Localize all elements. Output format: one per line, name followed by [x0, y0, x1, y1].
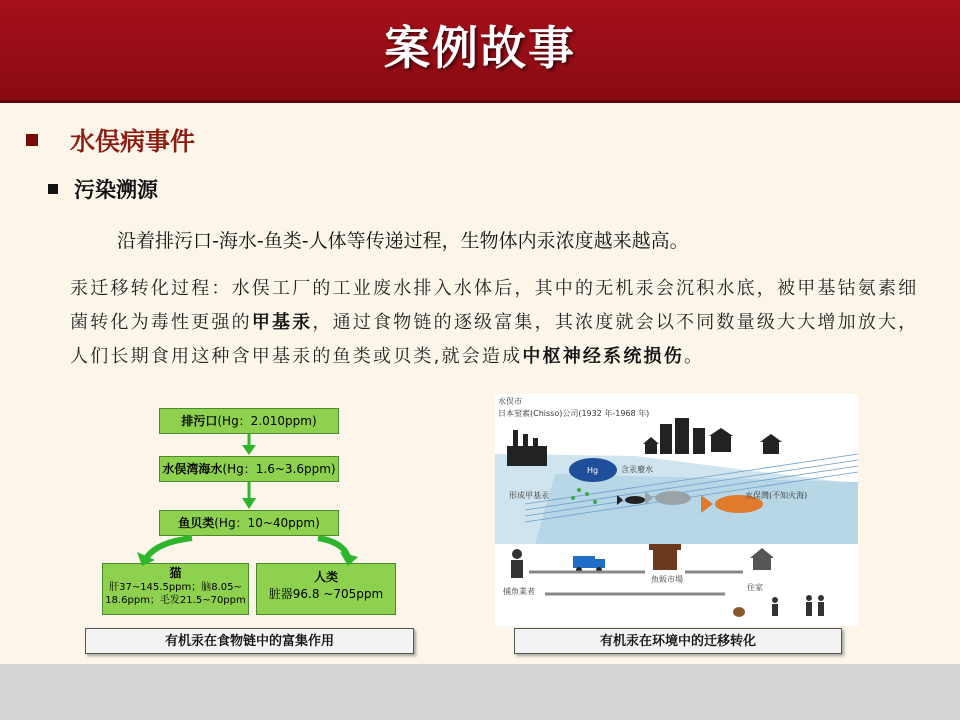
- fisherman-icon: [511, 549, 523, 578]
- caption-right: 有机汞在环境中的迁移转化: [514, 628, 842, 654]
- illustration-art: [495, 394, 858, 626]
- paragraph-part-2: ，通过食物链的逐级富集，其浓度就会以不同数量级大大增加放大，人们长期食用这种含甲基汞的鱼类或贝类,就会造成: [70, 312, 919, 367]
- curved-arrow-right-icon: [318, 538, 358, 566]
- illus-methyl-label: 形成甲基汞: [509, 491, 549, 500]
- supply-arrows: [529, 572, 743, 594]
- heading-2-text: 污染溯源: [74, 178, 158, 202]
- bay-value: (Hg：1.6~3.6ppm): [222, 462, 336, 476]
- cat-name: 猫: [169, 566, 182, 580]
- illus-hg-label: Hg: [587, 466, 599, 475]
- curved-arrow-left-icon: [137, 538, 192, 566]
- down-arrow-icon: [242, 482, 256, 509]
- down-arrow-icon: [242, 434, 256, 455]
- illus-bay-label: 水俣灣(不知火海): [745, 491, 808, 500]
- summary-text: 沿着排污口-海水-鱼类-人体等传递过程，生物体内汞浓度越来越高。: [117, 230, 689, 252]
- paragraph-bold-cns: 中枢神经系统损伤: [522, 346, 684, 367]
- illus-company-label: 日本窒素(Chisso)公司(1932 年-1968 年): [498, 409, 650, 418]
- paragraph-part-1: 汞迁移转化过程：水俣工厂的工业废水排入水体后，其中的无机汞会沉积水底，被甲基钴氨素细菌转化为毒性更强的: [70, 278, 919, 333]
- bay-name: 水俣湾海水: [162, 462, 223, 476]
- shellfish-name: 鱼贝类: [178, 516, 215, 530]
- truck-icon: [573, 556, 605, 573]
- outlet-value: (Hg：2.010ppm): [217, 414, 317, 428]
- illus-market-label: 魚販市場: [651, 575, 683, 584]
- illus-waste-label: 含汞廢水: [621, 465, 653, 474]
- human-value: 脏器96.8 ~705ppm: [268, 587, 384, 601]
- illus-home-label: 住家: [747, 583, 763, 592]
- illus-city-label: 水俣市: [498, 397, 522, 406]
- shellfish-value: (Hg：10~40ppm): [214, 516, 320, 530]
- cat-icon: [733, 607, 745, 617]
- family-icon: [772, 595, 824, 616]
- caption-left: 有机汞在食物链中的富集作用: [85, 628, 414, 654]
- cat-line-1: 肝37~145.5ppm；脑8.05~: [109, 582, 242, 593]
- paragraph-part-3: 。: [683, 346, 705, 367]
- factory-icon: [507, 430, 547, 466]
- page-title: 案例故事: [384, 21, 576, 75]
- footer-bar: [0, 664, 960, 720]
- heading-1-text: 水俣病事件: [70, 127, 196, 156]
- outlet-name: 排污口: [181, 414, 218, 428]
- human-name: 人类: [313, 570, 338, 584]
- mercury-migration-illustration: [495, 394, 858, 626]
- city-buildings-icon: [643, 418, 782, 454]
- house-icon: [750, 548, 774, 570]
- paragraph-bold-methylmercury: 甲基汞: [251, 312, 313, 333]
- market-icon: [649, 544, 681, 570]
- illus-fisher-label: 捕魚業者: [503, 587, 535, 596]
- cat-line-2: 18.6ppm；毛发21.5~70ppm: [105, 595, 246, 606]
